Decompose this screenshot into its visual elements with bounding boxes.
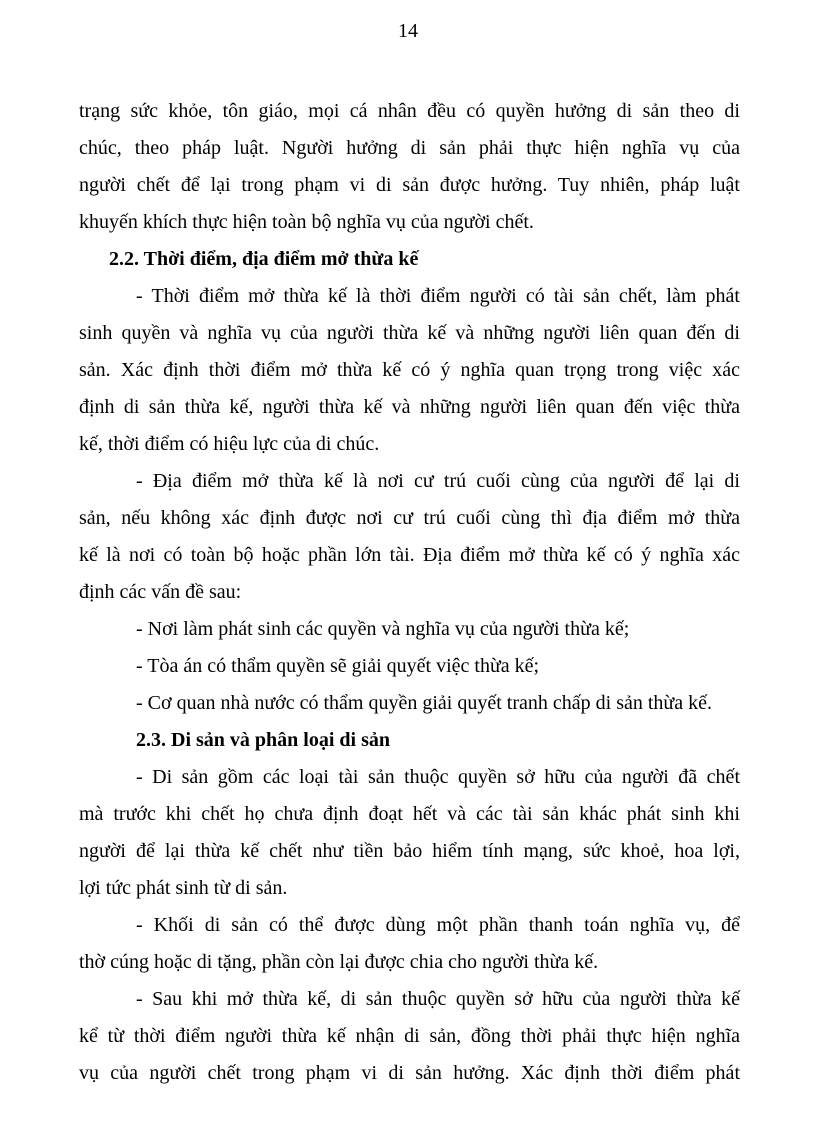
paragraph-line: chúc, theo pháp luật. Người hưởng di sản phải thực hiện nghĩa vụ của: [79, 137, 740, 159]
section-heading: 2.3. Di sản và phân loại di sản: [136, 729, 390, 751]
paragraph-line: định các vấn đề sau:: [79, 581, 242, 603]
list-item: - Nơi làm phát sinh các quyền và nghĩa vụ của người thừa kế;: [136, 618, 630, 640]
paragraph-line: sản, nếu không xác định được nơi cư trú cuối cùng thì địa điểm mở thừa: [79, 507, 740, 529]
paragraph-line: vụ của người chết trong phạm vi di sản hưởng. Xác định thời điểm phát: [79, 1062, 740, 1084]
paragraph-line: - Khối di sản có thể được dùng một phần thanh toán nghĩa vụ, để: [136, 914, 740, 936]
paragraph-line: sinh quyền và nghĩa vụ của người thừa kế và những người liên quan đến di: [79, 322, 740, 344]
paragraph-line: mà trước khi chết họ chưa định đoạt hết và các tài sản khác phát sinh khi: [79, 803, 740, 825]
paragraph-line: - Thời điểm mở thừa kế là thời điểm người có tài sản chết, làm phát: [136, 285, 740, 307]
paragraph-line: kế là nơi có toàn bộ hoặc phần lớn tài. Địa điểm mở thừa kế có ý nghĩa xác: [79, 544, 740, 566]
section-heading: 2.2. Thời điểm, địa điểm mở thừa kế: [109, 248, 419, 270]
paragraph-line: định di sản thừa kế, người thừa kế và những người liên quan đến việc thừa: [79, 396, 740, 418]
paragraph-line: kế, thời điểm có hiệu lực của di chúc.: [79, 433, 380, 455]
paragraph-line: trạng sức khỏe, tôn giáo, mọi cá nhân đều có quyền hưởng di sản theo di: [79, 100, 740, 122]
paragraph-line: thờ cúng hoặc di tặng, phần còn lại được chia cho người thừa kế.: [79, 951, 599, 973]
paragraph-line: - Sau khi mở thừa kế, di sản thuộc quyền sở hữu của người thừa kế: [136, 988, 740, 1010]
paragraph-line: khuyến khích thực hiện toàn bộ nghĩa vụ của người chết.: [79, 211, 534, 233]
paragraph-line: lợi tức phát sinh từ di sản.: [79, 877, 288, 899]
page-body: [79, 93, 740, 1092]
list-item: - Cơ quan nhà nước có thẩm quyền giải quyết tranh chấp di sản thừa kế.: [136, 692, 713, 714]
paragraph-line: sản. Xác định thời điểm mở thừa kế có ý nghĩa quan trọng trong việc xác: [79, 359, 740, 381]
page-number: 14: [398, 20, 418, 42]
paragraph-line: - Di sản gồm các loại tài sản thuộc quyền sở hữu của người đã chết: [136, 766, 740, 788]
paragraph-line: - Địa điểm mở thừa kế là nơi cư trú cuối cùng của người để lại di: [136, 470, 740, 492]
paragraph-line: người chết để lại trong phạm vi di sản được hưởng. Tuy nhiên, pháp luật: [79, 174, 740, 196]
paragraph-line: kể từ thời điểm người thừa kế nhận di sản, đồng thời phải thực hiện nghĩa: [79, 1025, 740, 1047]
paragraph-line: người để lại thừa kế chết như tiền bảo hiểm tính mạng, sức khoẻ, hoa lợi,: [79, 840, 740, 862]
list-item: - Tòa án có thẩm quyền sẽ giải quyết việc thừa kế;: [136, 655, 540, 677]
